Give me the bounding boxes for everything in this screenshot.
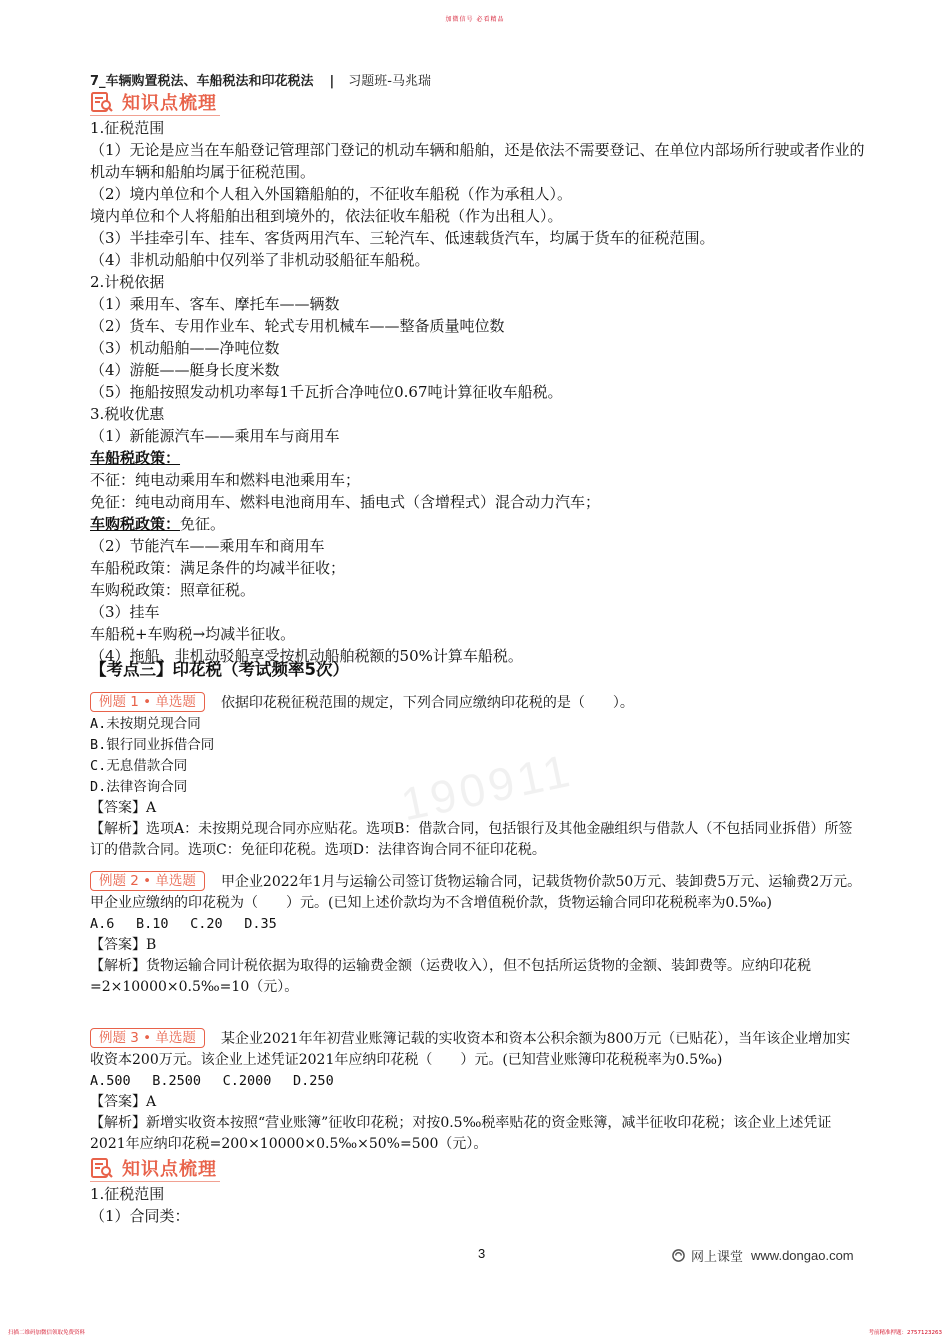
text-line: （3）机动船舶——净吨位数 xyxy=(90,339,280,357)
example-3 xyxy=(90,1028,862,1155)
chapter-title: 7_车辆购置税法、车船税法和印花税法 xyxy=(90,74,314,89)
page-footer xyxy=(0,1246,950,1266)
text-line: （1）合同类： xyxy=(90,1207,190,1225)
policy-label-ccs xyxy=(90,447,870,469)
text-line: 1.征税范围 xyxy=(90,119,165,137)
knowledge-heading xyxy=(90,90,217,114)
knowledge-heading-text: 知识点梳理 xyxy=(122,93,217,114)
bottom-right-note: 考前精准押题：2757123263 xyxy=(868,1330,942,1336)
search-doc-icon xyxy=(90,90,114,114)
top-banner: 加微信号 必看精品 xyxy=(445,16,505,23)
option: A.未按期兑现合同 xyxy=(90,716,201,732)
text-line: （2）节能汽车——乘用车和商用车 xyxy=(90,537,325,555)
text-line: （3）挂车 xyxy=(90,603,160,621)
answer: 【答案】B xyxy=(90,937,157,953)
options-line: A.6 B.10 C.20 D.35 xyxy=(90,916,277,932)
text-line: （3）半挂牵引车、挂车、客货两用汽车、三轮汽车、低速载货汽车，均属于货车的征税范围。 xyxy=(90,229,715,247)
knowledge-heading-text: 知识点梳理 xyxy=(122,1159,217,1180)
example-badge: 例题 2 • 单选题 xyxy=(90,871,205,891)
page-header xyxy=(90,70,431,89)
analysis: 【解析】货物运输合同计税依据为取得的运输费金额（运费收入），但不包括所运货物的金额、装卸费等。应纳印花税=2×10000×0.5‰=10（元）。 xyxy=(90,958,811,995)
option: C.无息借款合同 xyxy=(90,758,188,774)
brand xyxy=(672,1246,854,1265)
question-text: 依据印花税征税范围的规定，下列合同应缴纳印花税的是（ ）。 xyxy=(220,695,634,711)
heading-rule xyxy=(90,115,220,116)
brand-site: www.dongao.com xyxy=(751,1248,854,1263)
options-line: A.500 B.2500 C.2000 D.250 xyxy=(90,1073,334,1089)
brand-logo-icon xyxy=(672,1249,685,1262)
bottom-left-note: 扫描二维码加微信领取免费资料 xyxy=(8,1330,86,1336)
section-3-title: 【考点三】印花税（考试频率5次） xyxy=(90,660,349,679)
answer: 【答案】A xyxy=(90,1094,157,1110)
page-number: 3 xyxy=(478,1246,486,1261)
analysis: 【解析】新增实收资本按照“营业账簿”征收印花税；对按0.5‰税率贴花的资金账簿，减半征收印花税；该企业上述凭证2021年应纳印花税=200×10000×0.5‰×50%=500（元）。 xyxy=(90,1115,832,1152)
course-name: 习题班-马兆瑞 xyxy=(348,74,431,89)
policy-label: 车船税政策： xyxy=(90,449,181,467)
text-line: （5）拖船按照发动机功率每1千瓦折合净吨位0.67吨计算征收车船税。 xyxy=(90,383,563,401)
analysis: 【解析】选项A：未按期兑现合同亦应贴花。选项B：借款合同，包括银行及其他金融组织与借款人（不包括同业拆借）所签订的借款合同。选项C：免征印花税。选项D：法律咨询合同不征印花税。 xyxy=(90,821,853,858)
text-line: 2.计税依据 xyxy=(90,273,165,291)
option: D.法律咨询合同 xyxy=(90,779,188,795)
text-line: 车船税+车购税→均减半征收。 xyxy=(90,625,296,643)
text-line: （4）非机动船舶中仅列举了非机动驳船征车船税。 xyxy=(90,251,430,269)
text-line: 车船税政策：满足条件的均减半征收； xyxy=(90,559,346,577)
policy-value: 免征。 xyxy=(180,515,226,533)
heading-rule xyxy=(90,1181,220,1182)
text-line: （1）乘用车、客车、摩托车——辆数 xyxy=(90,295,340,313)
text-line: 不征：纯电动乘用车和燃料电池乘用车； xyxy=(90,471,361,489)
text-line: （2）货车、专用作业车、轮式专用机械车——整备质量吨位数 xyxy=(90,317,505,335)
text-line: 3.税收优惠 xyxy=(90,405,165,423)
answer: 【答案】A xyxy=(90,800,157,816)
search-doc-icon xyxy=(90,1156,114,1180)
option: B.银行同业拆借合同 xyxy=(90,737,215,753)
example-2 xyxy=(90,871,862,998)
text-line: （1）新能源汽车——乘用车与商用车 xyxy=(90,427,340,445)
text-line: 免征：纯电动商用车、燃料电池商用车、插电式（含增程式）混合动力汽车； xyxy=(90,493,601,511)
question-text: 某企业2021年年初营业账簿记载的实收资本和资本公积余额为800万元（已贴花），当年该企业增加实收资本200万元。该企业上述凭证2021年应纳印花税（ ）元。(已知营业账簿印花税税率为0.5‰) xyxy=(90,1031,851,1068)
section-1 xyxy=(90,117,870,667)
watermark: 190911 xyxy=(396,743,578,831)
question-text: 甲企业2022年1月与运输公司签订货物运输合同，记载货物价款50万元、装卸费5万元、运输费2万元。甲企业应缴纳的印花税为（ ）元。(已知上述价款均为不含增值税价款，货物运输合同印花税税率为0.5‰) xyxy=(90,874,862,911)
example-1 xyxy=(90,692,862,861)
text-line: （2）境内单位和个人租入外国籍船舶的，不征收车船税（作为承租人）。 xyxy=(90,185,573,203)
text-line: （4）游艇——艇身长度米数 xyxy=(90,361,280,379)
header-separator: | xyxy=(329,74,335,89)
policy-label-gzs xyxy=(90,513,870,535)
text-line: 境内单位和个人将船舶出租到境外的，依法征收车船税（作为出租人）。 xyxy=(90,207,563,225)
text-line: 1.征税范围 xyxy=(90,1185,165,1203)
brand-name: 网上课堂 xyxy=(691,1249,744,1264)
example-badge: 例题 1 • 单选题 xyxy=(90,692,205,712)
policy-label: 车购税政策： xyxy=(90,515,181,533)
text-line: （1）无论是应当在车船登记管理部门登记的机动车辆和船舶，还是依法不需要登记、在单位内部场所行驶或者作业的机动车辆和船舶均属于征税范围。 xyxy=(90,141,865,181)
example-badge: 例题 3 • 单选题 xyxy=(90,1028,205,1048)
text-line: 车购税政策：照章征税。 xyxy=(90,581,256,599)
knowledge-heading xyxy=(90,1156,217,1180)
section-4 xyxy=(90,1183,870,1227)
text-line: （4）拖船、非机动驳船享受按机动船舶税额的50%计算车船税。 xyxy=(90,647,523,665)
